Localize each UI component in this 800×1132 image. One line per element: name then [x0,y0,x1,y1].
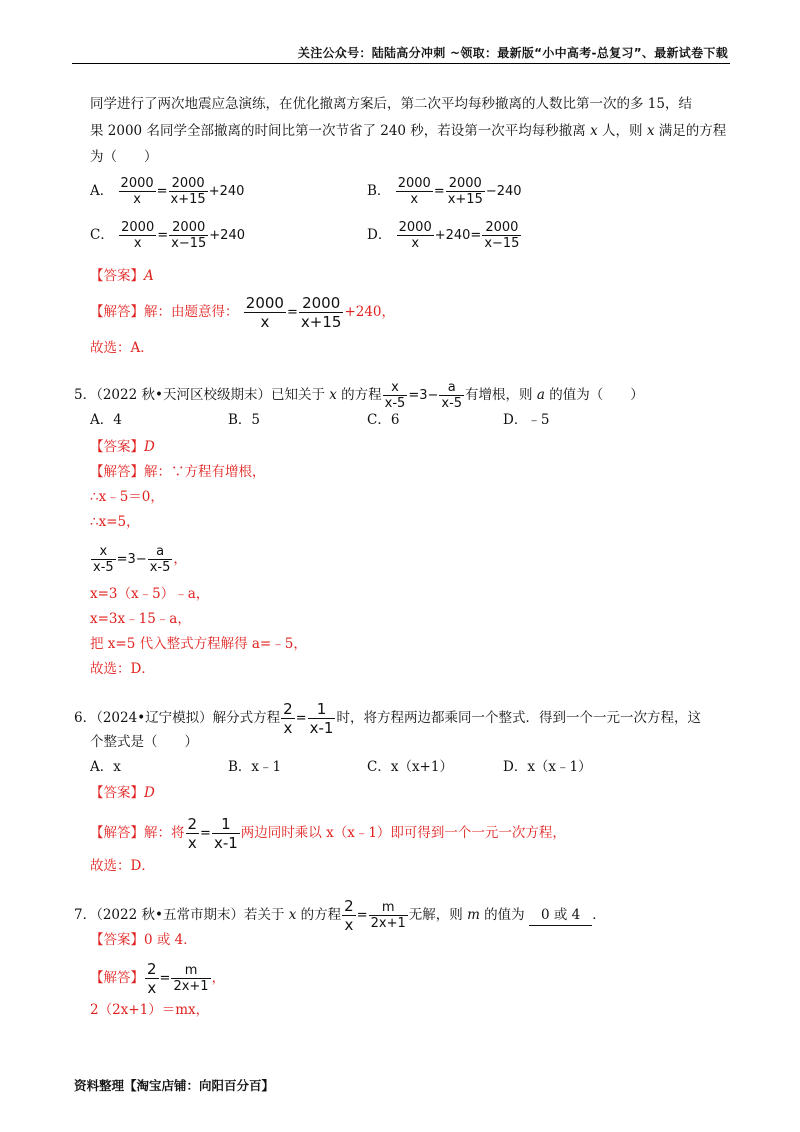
q4-option-d: D． $\frac{2000}{x}$ +240= $\frac{2000}{x-15}$ [367,220,520,251]
fraction: $\frac{x}{x-5}$ [384,380,406,411]
fraction: $\frac{2000}{x}$ [245,294,284,331]
fraction: $\frac{2000}{x+15}$ [447,176,483,207]
q5-answer: 【答案】D [90,439,155,455]
q6-conclusion: 故选：D． [90,858,155,874]
q4-option-c: C． $\frac{2000}{x}$ = $\frac{2000}{x-15}$ +240 [90,220,245,251]
option-label: B． [367,183,391,199]
q4-stem-line2 [90,121,726,141]
header-divider [72,63,730,64]
fraction: $\frac{2}{x}$ [147,960,157,997]
q5-step1: x=3（x﹣5）﹣a， [90,586,210,602]
fraction: $\frac{m}{2x+1}$ [370,900,406,931]
q5-option-c: C．6 [367,412,400,428]
fraction: $\frac{2000}{x-15}$ [171,220,207,251]
fraction: $\frac{2000}{x}$ [397,176,431,207]
q6-explanation: 【解答】解：将 $\frac{2}{x}$ = $\frac{1}{x-1}$ 两边同时乘以 x（x﹣1）即可得到一个一元一次方程， [90,815,566,852]
q6-answer: 【答案】D [90,785,155,801]
fraction: $\frac{2000}{x+15}$ [170,176,206,207]
page-footer: 资料整理【淘宝店铺：向阳百分百】 [74,1078,275,1093]
q7-answer: 【答案】0 或 4． [90,932,197,948]
q6-option-b: B．x﹣1 [228,759,282,775]
q5-conclusion: 故选：D． [90,661,155,677]
answer-blank: 0 或 4 [529,905,592,926]
q4-explanation: 【解答】解：由题意得： $\frac{2000}{x}$ = $\frac{2000}{x+15}$ +240， [90,294,396,331]
q5-stem: 5．（2022 秋•天河区校级期末）已知关于 x 的方程 $\frac{x}{x-5}$ =3− $\frac{a}{x-5}$ 有增根，则 a 的值为（ ） [74,380,644,411]
fraction: $\frac{2}{x}$ [283,700,293,737]
fraction: $\frac{2000}{x}$ [120,176,154,207]
option-label: D． [367,227,392,243]
fraction: $\frac{2}{x}$ [344,897,354,934]
fraction: $\frac{1}{x-1}$ [309,700,334,737]
q5-option-a: A．4 [90,412,122,428]
q4-stem-line3: 为（ ） [90,149,158,165]
q7-stem: 7．（2022 秋•五常市期末）若关于 x 的方程 $\frac{2}{x}$ = $\frac{m}{2x+1}$ 无解，则 m 的值为 0 或 4 ． [74,897,606,934]
q6-option-d: D．x（x﹣1） [503,759,592,775]
q4-stem-line1: 同学进行了两次地震应急演练，在优化撤离方案后，第二次平均每秒撤离的人数比第一次的多 15，结 [90,96,692,112]
fraction: $\frac{2000}{x-15}$ [484,220,520,251]
fraction: $\frac{2000}{x}$ [398,220,432,251]
q4-conclusion: 故选：A． [90,340,154,356]
q4-option-b: B． $\frac{2000}{x}$ = $\frac{2000}{x+15}$ −240 [367,176,522,207]
q4-stem-part-a: 果 2000 名同学全部撤离的时间比第一次节省了 240 秒，若设第一次平均每秒撤离 [90,123,591,139]
fraction: $\frac{m}{2x+1}$ [173,963,209,994]
q5-explanation-line2: ∴x﹣5＝0， [90,489,164,505]
page-header: 关注公众号：陆陆高分冲刺 ~领取：最新版“小中高考-总复习”、最新试卷下载 [297,46,728,60]
fraction: $\frac{2000}{x+15}$ [300,294,342,331]
q5-option-d: D．﹣5 [503,412,550,428]
variable-x: x [590,123,598,139]
q4-option-a: A． $\frac{2000}{x}$ = $\frac{2000}{x+15}$ +240 [90,176,245,207]
fraction: $\frac{x}{x-5}$ [93,544,114,575]
q6-option-a: A．x [90,759,121,775]
q4-stem-part-b: 人，则 [597,123,647,139]
fraction: $\frac{a}{x-5}$ [441,380,463,411]
q6-option-c: C．x（x+1） [367,759,453,775]
q5-step2: x=3x﹣15﹣a， [90,611,191,627]
q6-stem-line2: 个整式是（ ） [90,734,198,750]
q5-option-b: B．5 [228,412,261,428]
fraction: $\frac{a}{x-5}$ [149,544,171,575]
q6-stem: 6．（2024•辽宁模拟）解分式方程 $\frac{2}{x}$ = $\frac{1}{x-1}$ 时，将方程两边都乘同一个整式．得到一个一元一次方程，这 [74,700,701,737]
fraction: $\frac{2000}{x}$ [121,220,155,251]
q4-answer: 【答案】A [90,268,154,284]
fraction: $\frac{2}{x}$ [187,815,198,852]
fraction: $\frac{1}{x-1}$ [213,815,238,852]
q7-step1: 2（2x+1）＝mx， [90,1002,210,1018]
q5-explanation-line1: 【解答】解：∵方程有增根， [90,464,266,480]
option-label: A． [90,183,114,199]
q5-step3: 把 x=5 代入整式方程解得 a=﹣5， [90,636,307,652]
q4-stem-part-c: 满足的方程 [654,123,727,139]
q5-equation: $\frac{x}{x-5}$ =3− $\frac{a}{x-5}$ ， [93,544,187,575]
variable-x: x [646,123,655,139]
q7-explanation: 【解答】 $\frac{2}{x}$ = $\frac{m}{2x+1}$ ， [90,960,226,997]
q5-explanation-line3: ∴x=5， [90,514,140,530]
option-label: C． [90,227,114,243]
